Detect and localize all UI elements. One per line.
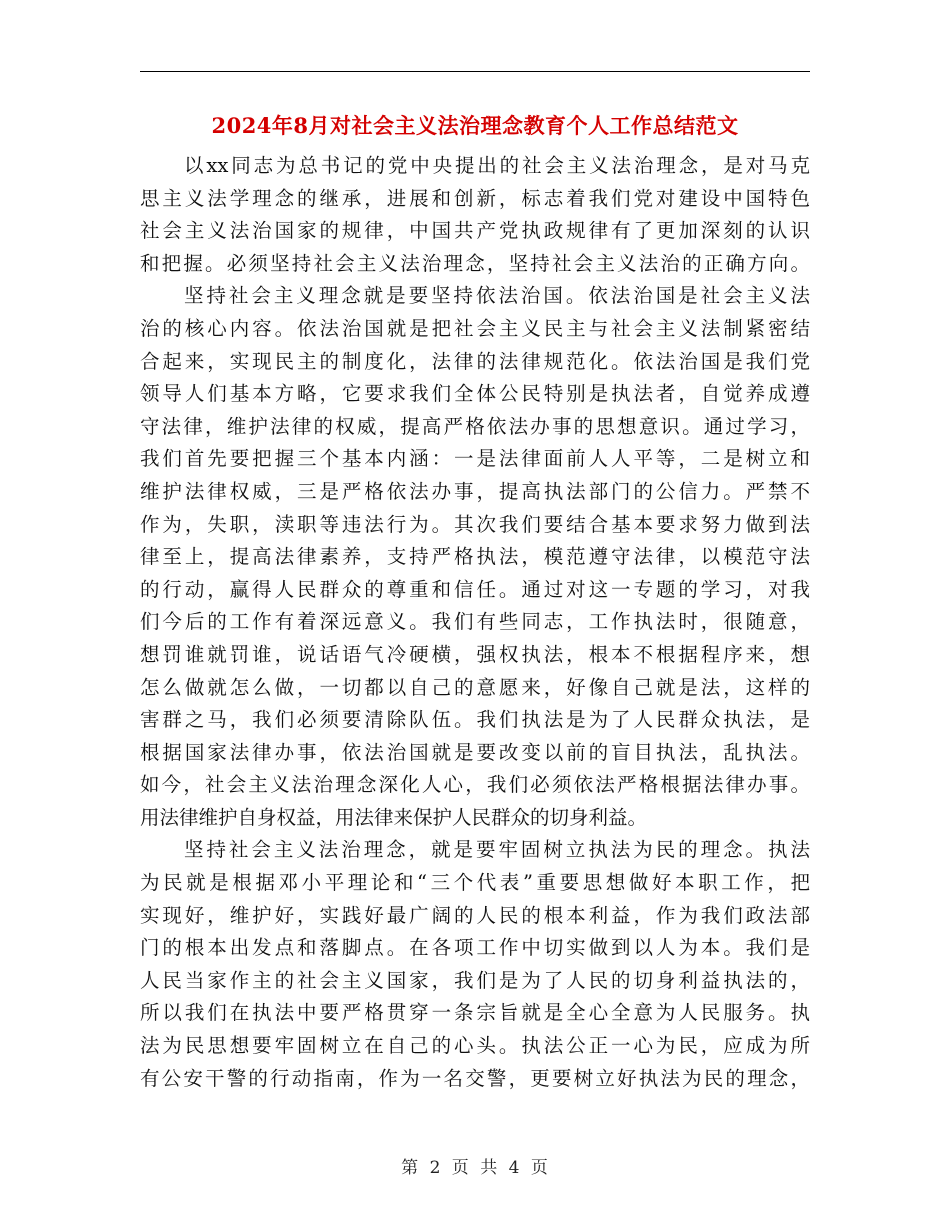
text-line: 门的根本出发点和落脚点。在各项工作中切实做到以人为本。我们是 bbox=[140, 936, 810, 960]
header-rule bbox=[140, 71, 810, 72]
text-line: 作为，失职，渎职等违法行为。其次我们要结合基本要求努力做到法 bbox=[140, 512, 810, 536]
text-line: 律至上，提高法律素养，支持严格执法，模范遵守法律，以模范守法 bbox=[140, 545, 810, 569]
text-line: 社会主义法治国家的规律，中国共产党执政规律有了更加深刻的认识 bbox=[140, 219, 810, 243]
text-line: 坚持社会主义法治理念，就是要牢固树立执法为民的理念。执法 bbox=[184, 838, 810, 862]
text-line: 如今，社会主义法治理念深化人心，我们必须依法严格根据法律办事。 bbox=[140, 773, 810, 797]
text-line: 合起来，实现民主的制度化，法律的法律规范化。依法治国是我们党 bbox=[140, 349, 810, 373]
text-line: 实现好，维护好，实践好最广阔的人民的根本利益，作为我们政法部 bbox=[140, 903, 810, 927]
text-line: 的行动，赢得人民群众的尊重和信任。通过对这一专题的学习，对我 bbox=[140, 577, 810, 601]
text-line: 治的核心内容。依法治国就是把社会主义民主与社会主义法制紧密结 bbox=[140, 316, 810, 340]
text-line: 们今后的工作有着深远意义。我们有些同志，工作执法时，很随意， bbox=[140, 610, 810, 634]
text-line: 怎么做就怎么做，一切都以自己的意愿来，好像自己就是法，这样的 bbox=[140, 675, 810, 699]
text-line: 人民当家作主的社会主义国家，我们是为了人民的切身利益执法的， bbox=[140, 968, 810, 992]
text-line: 守法律，维护法律的权威，提高严格依法办事的思想意识。通过学习， bbox=[140, 414, 810, 438]
text-line: 领导人们基本方略，它要求我们全体公民特别是执法者，自觉养成遵 bbox=[140, 382, 810, 406]
text-line: 害群之马，我们必须要清除队伍。我们执法是为了人民群众执法，是 bbox=[140, 708, 810, 732]
text-line: 我们首先要把握三个基本内涵：一是法律面前人人平等，二是树立和 bbox=[140, 447, 810, 471]
document-body bbox=[140, 150, 810, 1095]
text-line: 所以我们在执法中要严格贯穿一条宗旨就是全心全意为人民服务。执 bbox=[140, 1001, 810, 1025]
text-line: 为民就是根据邓小平理论和“三个代表”重要思想做好本职工作，把 bbox=[140, 871, 810, 895]
text-line: 以xx同志为总书记的党中央提出的社会主义法治理念，是对马克 bbox=[184, 154, 810, 177]
text-line: 坚持社会主义理念就是要坚持依法治国。依法治国是社会主义法 bbox=[184, 284, 810, 308]
document-title: 2024年8月对社会主义法治理念教育个人工作总结范文 bbox=[211, 113, 739, 138]
page-number-footer: 第 2 页 共 4 页 bbox=[401, 1158, 549, 1178]
text-line: 法为民思想要牢固树立在自己的心头。执法公正一心为民，应成为所 bbox=[140, 1034, 810, 1058]
text-line: 和把握。必须坚持社会主义法治理念，坚持社会主义法治的正确方向。 bbox=[140, 251, 810, 275]
text-line: 用法律维护自身权益，用法律来保护人民群众的切身利益。 bbox=[140, 805, 648, 829]
text-line: 思主义法学理念的继承，进展和创新，标志着我们党对建设中国特色 bbox=[140, 186, 810, 210]
text-line: 想罚谁就罚谁，说话语气冷硬横，强权执法，根本不根据程序来，想 bbox=[140, 642, 810, 666]
text-line: 有公安干警的行动指南，作为一名交警，更要树立好执法为民的理念， bbox=[140, 1066, 810, 1090]
text-line: 根据国家法律办事，依法治国就是要改变以前的盲目执法，乱执法。 bbox=[140, 740, 810, 764]
text-line: 维护法律权威，三是严格依法办事，提高执法部门的公信力。严禁不 bbox=[140, 479, 810, 503]
